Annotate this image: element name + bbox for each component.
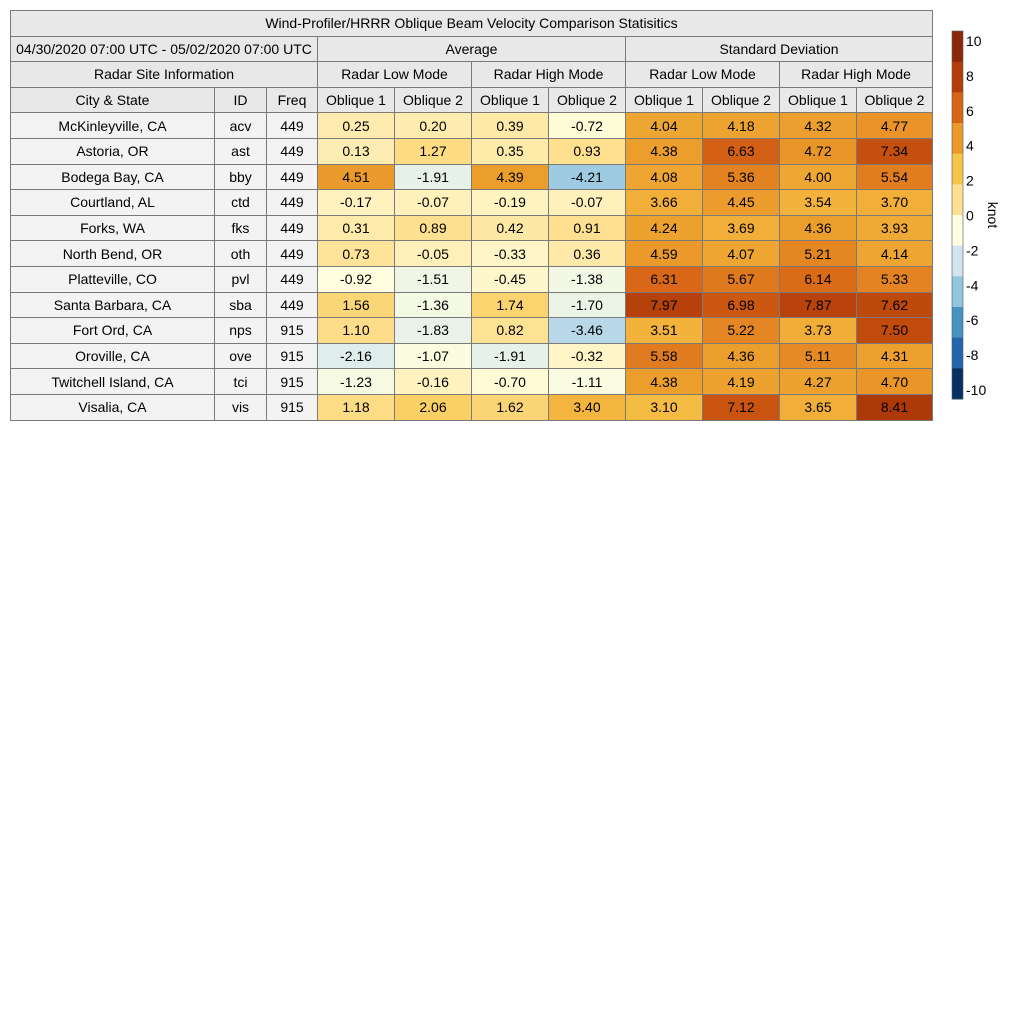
cell-std-high-oblique-1: 4.72 xyxy=(780,138,857,164)
cell-avg-low-oblique-2: -0.16 xyxy=(395,369,472,395)
cell-city: Courtland, AL xyxy=(11,190,215,216)
column-header-std-high-oblique-1: Oblique 1 xyxy=(780,87,857,113)
cell-id: nps xyxy=(215,318,267,344)
cell-std-low-oblique-2: 4.45 xyxy=(703,190,780,216)
cell-city: McKinleyville, CA xyxy=(11,113,215,139)
cell-std-high-oblique-1: 3.73 xyxy=(780,318,857,344)
cell-city: Platteville, CO xyxy=(11,266,215,292)
cell-avg-high-oblique-2: 0.91 xyxy=(549,215,626,241)
colorbar-unit-label: knot xyxy=(985,201,1001,229)
cell-avg-low-oblique-2: -1.07 xyxy=(395,343,472,369)
cell-avg-high-oblique-1: 0.39 xyxy=(472,113,549,139)
cell-std-low-oblique-1: 7.97 xyxy=(626,292,703,318)
cell-city: Bodega Bay, CA xyxy=(11,164,215,190)
cell-avg-low-oblique-1: 1.18 xyxy=(318,394,395,420)
cell-avg-low-oblique-1: -0.17 xyxy=(318,190,395,216)
colorbar-tick-label: -2 xyxy=(966,242,979,259)
cell-avg-high-oblique-2: -0.07 xyxy=(549,190,626,216)
cell-city: Visalia, CA xyxy=(11,394,215,420)
cell-avg-low-oblique-1: -2.16 xyxy=(318,343,395,369)
cell-freq: 449 xyxy=(267,241,318,267)
cell-id: ctd xyxy=(215,190,267,216)
colorbar-tick-label: -6 xyxy=(966,312,979,329)
cell-city: Santa Barbara, CA xyxy=(11,292,215,318)
colorbar-tick-label: 10 xyxy=(966,33,982,49)
cell-std-high-oblique-2: 5.54 xyxy=(857,164,933,190)
cell-avg-low-oblique-2: -1.51 xyxy=(395,266,472,292)
column-header-std-low-oblique-2: Oblique 2 xyxy=(703,87,780,113)
cell-id: pvl xyxy=(215,266,267,292)
cell-std-low-oblique-2: 4.18 xyxy=(703,113,780,139)
cell-avg-low-oblique-2: 0.89 xyxy=(395,215,472,241)
cell-freq: 915 xyxy=(267,318,318,344)
cell-city: Twitchell Island, CA xyxy=(11,369,215,395)
cell-id: ove xyxy=(215,343,267,369)
cell-std-high-oblique-2: 3.70 xyxy=(857,190,933,216)
colorbar-stop xyxy=(952,31,963,62)
colorbar-tick-label: 0 xyxy=(966,207,974,224)
cell-avg-high-oblique-2: 0.36 xyxy=(549,241,626,267)
cell-avg-low-oblique-1: 4.51 xyxy=(318,164,395,190)
cell-freq: 449 xyxy=(267,266,318,292)
mode-header-std-low: Radar Low Mode xyxy=(626,62,780,88)
cell-std-low-oblique-2: 5.36 xyxy=(703,164,780,190)
cell-freq: 449 xyxy=(267,292,318,318)
cell-avg-low-oblique-2: 1.27 xyxy=(395,138,472,164)
cell-city: Forks, WA xyxy=(11,215,215,241)
cell-std-low-oblique-1: 6.31 xyxy=(626,266,703,292)
cell-std-high-oblique-2: 4.77 xyxy=(857,113,933,139)
cell-std-high-oblique-2: 7.34 xyxy=(857,138,933,164)
colorbar-tick-label: 6 xyxy=(966,102,974,119)
mode-header-avg-high: Radar High Mode xyxy=(472,62,626,88)
cell-avg-low-oblique-1: 0.73 xyxy=(318,241,395,267)
cell-avg-low-oblique-1: 0.25 xyxy=(318,113,395,139)
colorbar-stop xyxy=(952,154,963,185)
colorbar-stop xyxy=(952,246,963,277)
cell-avg-low-oblique-2: -1.36 xyxy=(395,292,472,318)
cell-freq: 449 xyxy=(267,164,318,190)
cell-std-high-oblique-1: 3.54 xyxy=(780,190,857,216)
cell-std-high-oblique-2: 3.93 xyxy=(857,215,933,241)
cell-std-high-oblique-1: 4.27 xyxy=(780,369,857,395)
column-header-avg-low-oblique-2: Oblique 2 xyxy=(395,87,472,113)
table-title: Wind-Profiler/HRRR Oblique Beam Velocity Comparison Statisitics xyxy=(11,11,933,37)
cell-std-high-oblique-2: 5.33 xyxy=(857,266,933,292)
cell-std-low-oblique-1: 4.04 xyxy=(626,113,703,139)
cell-std-low-oblique-1: 5.58 xyxy=(626,343,703,369)
group-header-std-dev: Standard Deviation xyxy=(626,36,933,62)
cell-std-low-oblique-1: 3.10 xyxy=(626,394,703,420)
mode-header-std-high: Radar High Mode xyxy=(780,62,933,88)
cell-avg-high-oblique-2: 0.93 xyxy=(549,138,626,164)
cell-std-high-oblique-1: 6.14 xyxy=(780,266,857,292)
cell-std-low-oblique-1: 3.66 xyxy=(626,190,703,216)
cell-avg-high-oblique-1: 1.62 xyxy=(472,394,549,420)
cell-std-high-oblique-1: 7.87 xyxy=(780,292,857,318)
cell-std-low-oblique-1: 4.08 xyxy=(626,164,703,190)
colorbar-tick-label: 4 xyxy=(966,137,974,154)
cell-std-low-oblique-1: 4.24 xyxy=(626,215,703,241)
cell-avg-high-oblique-1: -0.33 xyxy=(472,241,549,267)
cell-city: Astoria, OR xyxy=(11,138,215,164)
cell-id: vis xyxy=(215,394,267,420)
cell-std-low-oblique-2: 4.19 xyxy=(703,369,780,395)
cell-freq: 449 xyxy=(267,215,318,241)
cell-std-low-oblique-2: 5.67 xyxy=(703,266,780,292)
cell-avg-low-oblique-2: 0.20 xyxy=(395,113,472,139)
cell-std-low-oblique-2: 7.12 xyxy=(703,394,780,420)
cell-avg-low-oblique-2: 2.06 xyxy=(395,394,472,420)
colorbar-stop xyxy=(952,368,963,399)
cell-freq: 915 xyxy=(267,369,318,395)
group-header-average: Average xyxy=(318,36,626,62)
cell-avg-low-oblique-2: -0.05 xyxy=(395,241,472,267)
cell-std-low-oblique-2: 3.69 xyxy=(703,215,780,241)
cell-avg-high-oblique-1: 0.82 xyxy=(472,318,549,344)
colorbar-tick-label: -4 xyxy=(966,277,979,294)
cell-id: bby xyxy=(215,164,267,190)
cell-avg-low-oblique-1: -0.92 xyxy=(318,266,395,292)
cell-freq: 449 xyxy=(267,190,318,216)
cell-freq: 915 xyxy=(267,394,318,420)
cell-avg-high-oblique-2: -4.21 xyxy=(549,164,626,190)
cell-id: oth xyxy=(215,241,267,267)
cell-std-high-oblique-2: 8.41 xyxy=(857,394,933,420)
cell-std-high-oblique-1: 3.65 xyxy=(780,394,857,420)
cell-avg-high-oblique-1: -1.91 xyxy=(472,343,549,369)
cell-avg-high-oblique-2: -0.72 xyxy=(549,113,626,139)
colorbar-tick-label: 2 xyxy=(966,172,974,189)
cell-std-high-oblique-2: 7.50 xyxy=(857,318,933,344)
cell-avg-high-oblique-1: -0.19 xyxy=(472,190,549,216)
colorbar-stop xyxy=(952,338,963,369)
cell-std-high-oblique-1: 5.21 xyxy=(780,241,857,267)
cell-city: Fort Ord, CA xyxy=(11,318,215,344)
cell-avg-low-oblique-1: -1.23 xyxy=(318,369,395,395)
column-header-std-high-oblique-2: Oblique 2 xyxy=(857,87,933,113)
cell-std-high-oblique-1: 4.00 xyxy=(780,164,857,190)
cell-std-high-oblique-2: 4.31 xyxy=(857,343,933,369)
colorbar-stop xyxy=(952,307,963,338)
column-header-avg-high-oblique-2: Oblique 2 xyxy=(549,87,626,113)
cell-avg-high-oblique-1: -0.45 xyxy=(472,266,549,292)
cell-avg-high-oblique-2: -1.70 xyxy=(549,292,626,318)
cell-avg-low-oblique-2: -1.83 xyxy=(395,318,472,344)
mode-header-avg-low: Radar Low Mode xyxy=(318,62,472,88)
column-header-city: City & State xyxy=(11,87,215,113)
cell-avg-low-oblique-1: 1.10 xyxy=(318,318,395,344)
cell-std-high-oblique-1: 4.36 xyxy=(780,215,857,241)
colorbar-stop xyxy=(952,123,963,154)
cell-std-low-oblique-1: 4.38 xyxy=(626,138,703,164)
column-header-id: ID xyxy=(215,87,267,113)
cell-avg-high-oblique-2: -1.38 xyxy=(549,266,626,292)
colorbar xyxy=(0,0,1024,420)
colorbar-stop xyxy=(952,62,963,93)
cell-freq: 449 xyxy=(267,138,318,164)
cell-std-low-oblique-2: 4.07 xyxy=(703,241,780,267)
cell-freq: 449 xyxy=(267,113,318,139)
cell-freq: 915 xyxy=(267,343,318,369)
cell-std-high-oblique-2: 4.14 xyxy=(857,241,933,267)
cell-std-high-oblique-2: 4.70 xyxy=(857,369,933,395)
cell-id: tci xyxy=(215,369,267,395)
cell-std-low-oblique-2: 6.63 xyxy=(703,138,780,164)
cell-avg-high-oblique-2: 3.40 xyxy=(549,394,626,420)
cell-id: acv xyxy=(215,113,267,139)
column-header-avg-low-oblique-1: Oblique 1 xyxy=(318,87,395,113)
cell-avg-low-oblique-1: 1.56 xyxy=(318,292,395,318)
cell-std-low-oblique-2: 6.98 xyxy=(703,292,780,318)
cell-avg-low-oblique-2: -1.91 xyxy=(395,164,472,190)
colorbar-stop xyxy=(952,215,963,246)
cell-std-low-oblique-2: 5.22 xyxy=(703,318,780,344)
cell-id: sba xyxy=(215,292,267,318)
colorbar-stop xyxy=(952,276,963,307)
cell-city: North Bend, OR xyxy=(11,241,215,267)
cell-id: fks xyxy=(215,215,267,241)
colorbar-tick-label: -10 xyxy=(966,382,987,398)
cell-avg-high-oblique-1: 0.35 xyxy=(472,138,549,164)
cell-std-high-oblique-2: 7.62 xyxy=(857,292,933,318)
site-info-header: Radar Site Information xyxy=(11,62,318,88)
cell-std-low-oblique-2: 4.36 xyxy=(703,343,780,369)
cell-std-low-oblique-1: 4.38 xyxy=(626,369,703,395)
column-header-std-low-oblique-1: Oblique 1 xyxy=(626,87,703,113)
cell-avg-high-oblique-1: 4.39 xyxy=(472,164,549,190)
cell-std-low-oblique-1: 4.59 xyxy=(626,241,703,267)
period-label: 04/30/2020 07:00 UTC - 05/02/2020 07:00 UTC xyxy=(11,36,318,62)
cell-avg-high-oblique-2: -3.46 xyxy=(549,318,626,344)
cell-avg-low-oblique-1: 0.31 xyxy=(318,215,395,241)
cell-id: ast xyxy=(215,138,267,164)
colorbar-stop xyxy=(952,184,963,215)
colorbar-tick-label: -8 xyxy=(966,347,979,364)
cell-city: Oroville, CA xyxy=(11,343,215,369)
cell-avg-high-oblique-2: -1.11 xyxy=(549,369,626,395)
cell-std-low-oblique-1: 3.51 xyxy=(626,318,703,344)
cell-avg-low-oblique-2: -0.07 xyxy=(395,190,472,216)
cell-avg-high-oblique-1: 0.42 xyxy=(472,215,549,241)
cell-std-high-oblique-1: 5.11 xyxy=(780,343,857,369)
colorbar-stop xyxy=(952,92,963,123)
cell-std-high-oblique-1: 4.32 xyxy=(780,113,857,139)
cell-avg-high-oblique-1: -0.70 xyxy=(472,369,549,395)
column-header-freq: Freq xyxy=(267,87,318,113)
cell-avg-low-oblique-1: 0.13 xyxy=(318,138,395,164)
cell-avg-high-oblique-1: 1.74 xyxy=(472,292,549,318)
cell-avg-high-oblique-2: -0.32 xyxy=(549,343,626,369)
column-header-avg-high-oblique-1: Oblique 1 xyxy=(472,87,549,113)
colorbar-tick-label: 8 xyxy=(966,67,974,84)
